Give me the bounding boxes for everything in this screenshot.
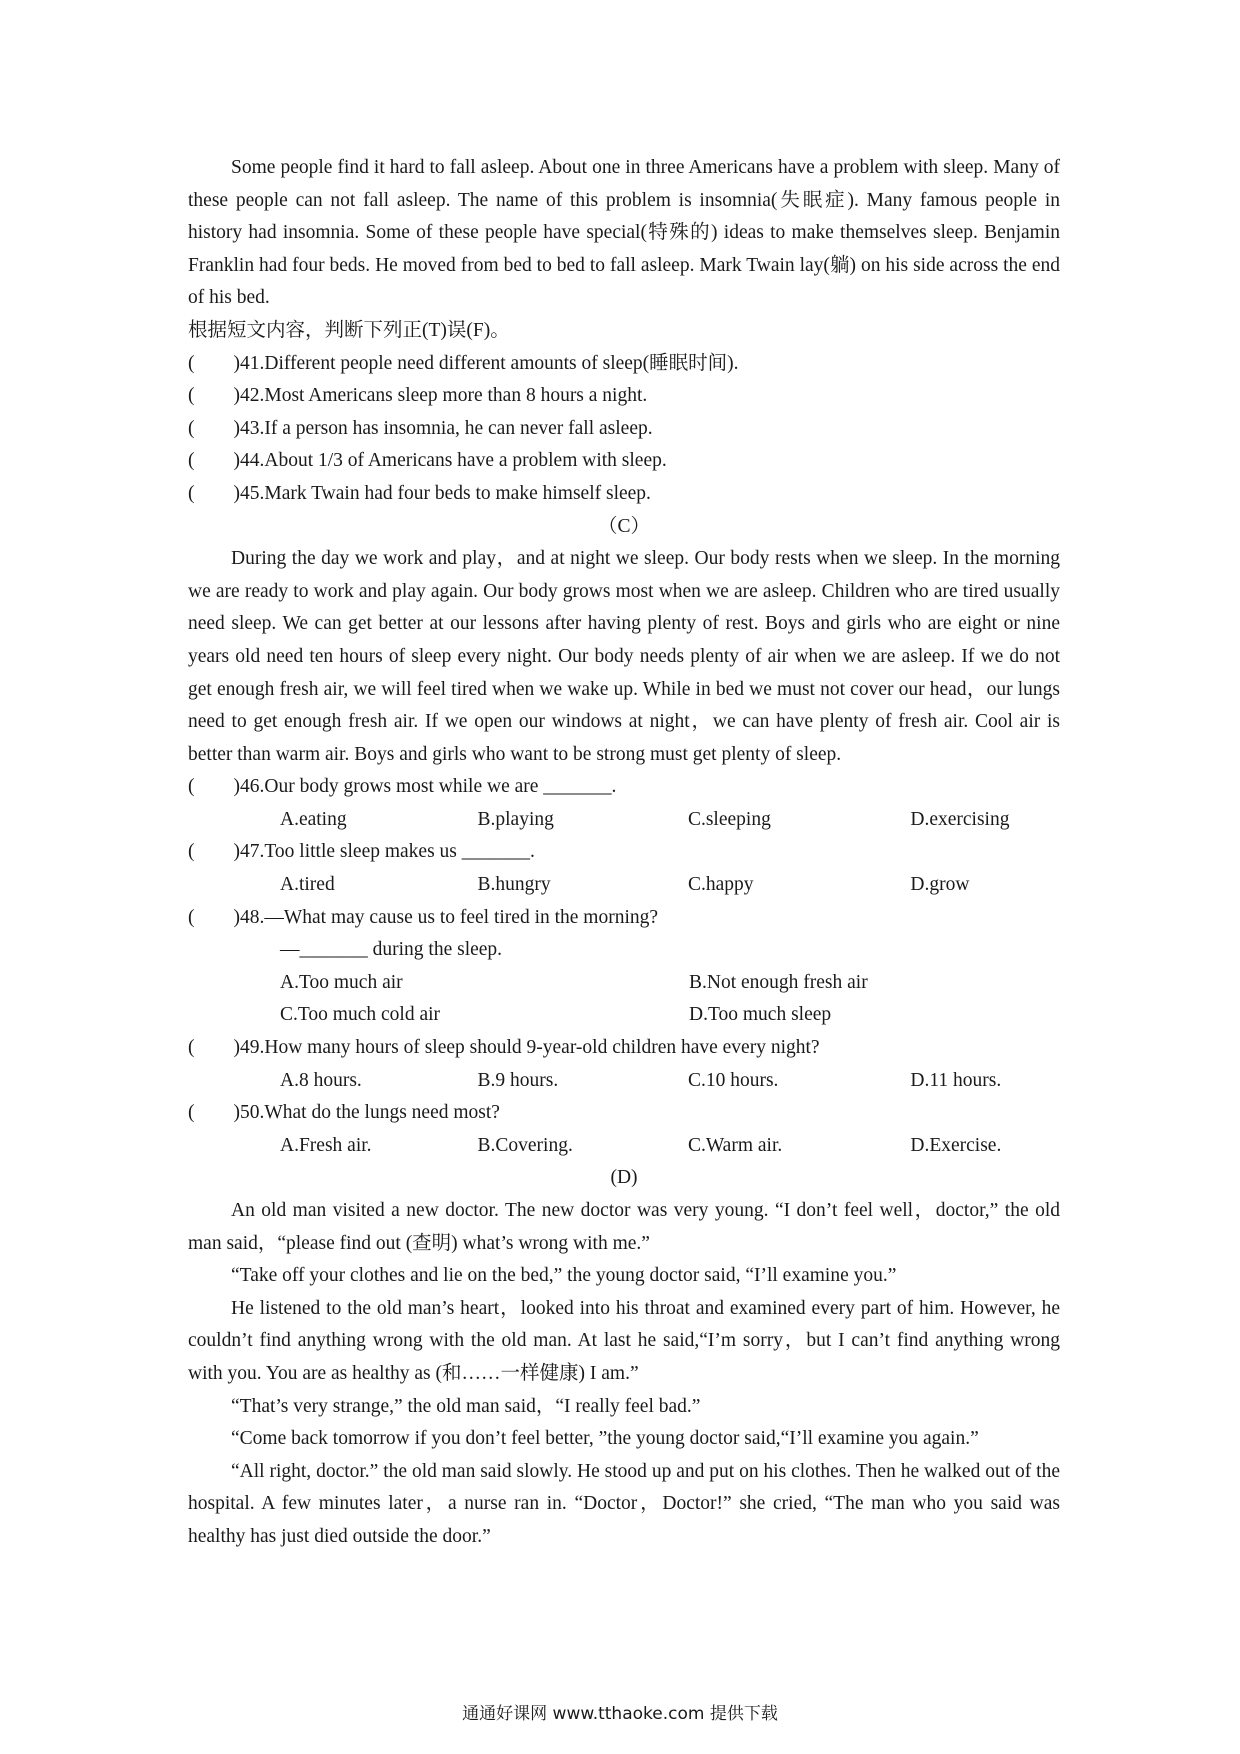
question-49-options xyxy=(188,1065,1060,1098)
passage-b-text: Some people find it hard to fall asleep. About one in three Americans have a problem with sleep. Many of these people can not fall asleep. The name of this problem is insomnia(失眠症). Many famous people in history had insomnia. Some of these people have special(特殊的) ideas to make themselves sleep. Benjamin Franklin had four beds. He moved from bed to bed to fall asleep. Mark Twain lay(躺) on his side across the end of his bed. xyxy=(188,157,1060,309)
option-c[interactable]: C.Too much cold air xyxy=(280,1004,441,1026)
tf-statement: 41.Different people need different amounts of sleep(睡眠时间). xyxy=(240,352,739,374)
question-48-response: —_______ during the sleep. xyxy=(280,939,503,961)
question-stem: 48.—What may cause us to feel tired in the morning? xyxy=(240,906,659,928)
question-49 xyxy=(188,1032,1060,1065)
question-stem: 47.Too little sleep makes us _______. xyxy=(240,841,535,863)
option-b[interactable]: B.9 hours. xyxy=(477,1069,559,1091)
question-47 xyxy=(188,836,1060,869)
tf-item-41 xyxy=(188,348,1060,381)
tf-item-42 xyxy=(188,380,1060,413)
passage-d-paragraph: “Come back tomorrow if you don’t feel better, ”the young doctor said,“I’ll examine you again.” xyxy=(231,1428,979,1450)
option-c[interactable]: C.happy xyxy=(687,874,754,896)
tf-item-44 xyxy=(188,445,1060,478)
answer-blank[interactable]: ( ) xyxy=(188,1102,240,1124)
passage-d-paragraph: An old man visited a new doctor. The new doctor was very young. “I don’t feel well，doctor,” the old man said，“please find out (查明) what’s wrong with me.” xyxy=(188,1200,1060,1254)
option-a[interactable]: A.eating xyxy=(280,808,347,830)
answer-blank[interactable]: ( ) xyxy=(188,906,240,928)
question-48-options-row2 xyxy=(188,999,1060,1032)
option-a[interactable]: A.tired xyxy=(280,874,335,896)
question-47-options xyxy=(188,869,1060,902)
option-d[interactable]: D.grow xyxy=(910,874,970,896)
answer-blank[interactable]: ( ) xyxy=(188,385,240,407)
question-46-options xyxy=(188,804,1060,837)
passage-d-paragraph: “Take off your clothes and lie on the bed,” the young doctor said, “I’ll examine you.” xyxy=(231,1265,897,1287)
answer-blank[interactable]: ( ) xyxy=(188,482,240,504)
option-d[interactable]: D.exercising xyxy=(910,808,1010,830)
answer-blank[interactable]: ( ) xyxy=(188,841,240,863)
question-48 xyxy=(188,902,1060,935)
tf-statement: 43.If a person has insomnia, he can never fall asleep. xyxy=(240,417,653,439)
tf-item-45 xyxy=(188,478,1060,511)
option-d[interactable]: D.Too much sleep xyxy=(689,1004,832,1026)
tf-statement: 42.Most Americans sleep more than 8 hours a night. xyxy=(240,385,648,407)
question-stem: 46.Our body grows most while we are _______. xyxy=(240,776,617,798)
question-stem: 50.What do the lungs need most? xyxy=(240,1102,500,1124)
option-b[interactable]: B.playing xyxy=(477,808,554,830)
answer-blank[interactable]: ( ) xyxy=(188,776,240,798)
option-b[interactable]: B.Covering. xyxy=(477,1134,573,1156)
answer-blank[interactable]: ( ) xyxy=(188,450,240,472)
question-48-options-row1 xyxy=(188,967,1060,1000)
answer-blank[interactable]: ( ) xyxy=(188,417,240,439)
tf-statement: 45.Mark Twain had four beds to make himself sleep. xyxy=(240,482,651,504)
tf-statement: 44.About 1/3 of Americans have a problem with sleep. xyxy=(240,450,667,472)
option-a[interactable]: A.8 hours. xyxy=(280,1069,362,1091)
question-stem: 49.How many hours of sleep should 9-year-old children have every night? xyxy=(240,1037,820,1059)
answer-blank[interactable]: ( ) xyxy=(188,1037,240,1059)
passage-d-paragraph: He listened to the old man’s heart，looked into his throat and examined every part of him. However, he couldn’t find anything wrong with the old man. At last he said,“I’m sorry，but I can’t find anything wrong with you. You are as healthy as (和……一样健康) I am.” xyxy=(188,1297,1060,1384)
option-c[interactable]: C.sleeping xyxy=(687,808,771,830)
option-d[interactable]: D.11 hours. xyxy=(910,1069,1002,1091)
option-c[interactable]: C.10 hours. xyxy=(687,1069,779,1091)
tf-item-43 xyxy=(188,413,1060,446)
passage-d-paragraph: “That’s very strange,” the old man said，“I really feel bad.” xyxy=(231,1395,701,1417)
section-heading-d: (D) xyxy=(610,1167,638,1189)
option-c[interactable]: C.Warm air. xyxy=(687,1134,783,1156)
option-b[interactable]: B.Not enough fresh air xyxy=(689,971,868,993)
question-50 xyxy=(188,1097,1060,1130)
passage-c-text: During the day we work and play，and at night we sleep. Our body rests when we sleep. In the morning we are ready to work and play again. Our body grows most when we are asleep. Children who are tired usually need sleep. We can get better at our lessons after having plenty of rest. Boys and girls who are eight or nine years old need ten hours of sleep every night. Our body needs plenty of air when we are asleep. If we do not get enough fresh air, we will feel tired when we wake up. While in bed we must not cover our head，our lungs need to get enough fresh air. If we open our windows at night，we can have plenty of fresh air. Cool air is better than warm air. Boys and girls who want to be strong must get plenty of sleep. xyxy=(188,548,1060,765)
page-content xyxy=(188,152,1060,1554)
passage-d-paragraph: “All right, doctor.” the old man said slowly. He stood up and put on his clothes. Then he walked out of the hospital. A few minutes later，a nurse ran in. “Doctor，Doctor!” she cried, “The man who you said was healthy has just died outside the door.” xyxy=(188,1460,1060,1547)
section-heading-c: （C） xyxy=(597,515,650,537)
option-a[interactable]: A.Fresh air. xyxy=(280,1134,372,1156)
option-b[interactable]: B.hungry xyxy=(477,874,551,896)
answer-blank[interactable]: ( ) xyxy=(188,352,240,374)
option-d[interactable]: D.Exercise. xyxy=(910,1134,1002,1156)
question-46 xyxy=(188,771,1060,804)
option-a[interactable]: A.Too much air xyxy=(280,971,403,993)
tf-instruction: 根据短文内容，判断下列正(T)误(F)。 xyxy=(188,319,510,341)
question-50-options xyxy=(188,1130,1060,1163)
page-footer: 通通好课网 www.tthaoke.com 提供下载 xyxy=(462,1704,778,1724)
